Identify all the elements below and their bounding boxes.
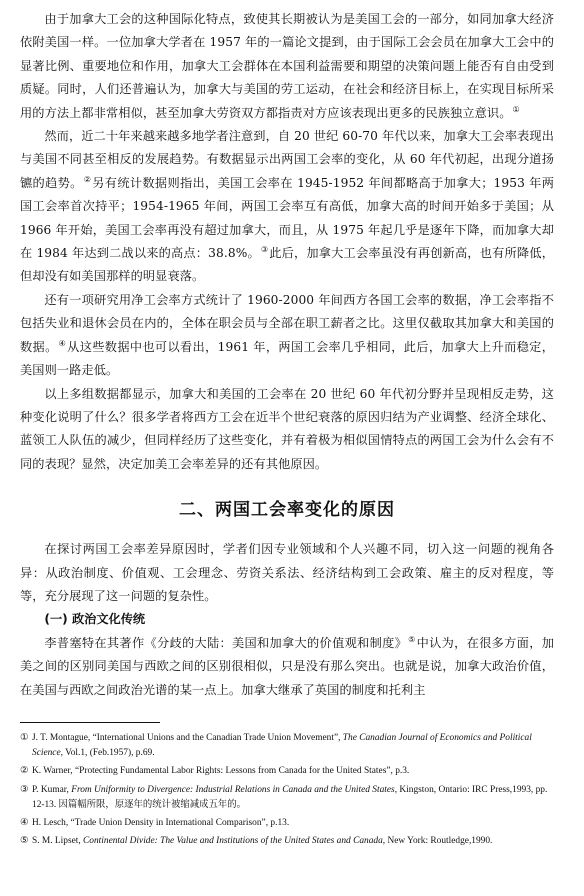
footnote-2 bbox=[20, 764, 554, 779]
body-paragraph-2 bbox=[20, 125, 554, 289]
footnote-work-title: The Canadian Journal of Economics and Political Science bbox=[32, 732, 532, 759]
footnote-ref-4[interactable]: ④ bbox=[58, 338, 67, 348]
footnote-ref-2[interactable]: ② bbox=[83, 174, 92, 184]
footnote-text-part: H. Lesch, “Trade Union Density in International Comparison”, p.13. bbox=[32, 817, 290, 828]
footnote-text bbox=[32, 783, 554, 813]
paragraph-text: 李普塞特在其著作《分歧的大陆：美国和加拿大的价值观和制度》 bbox=[44, 635, 408, 650]
footnote-text bbox=[32, 816, 554, 831]
footnote-mark: ⑤ bbox=[20, 836, 29, 847]
footnote-ref-3[interactable]: ③ bbox=[260, 245, 269, 254]
paragraph-text: 此后，加拿大工会率虽没有再创新高，也有所降低，但却没有如美国那样的明显衰落。 bbox=[20, 246, 554, 284]
paragraph-text: 以上多组数据都显示，加拿大和美国的工会率在 20 世纪 60 年代初分野并呈现相反走势，这种变化说明了什么？很多学者将西方工会在近半个世纪衰落的原因归结为产业调整、经济全球化、蓝领工人队伍的减少，但同样经历了这些变化，并有着极为相似国情特点的两国工会为什么会有不同的表现？显然，决定加美工会率差异的还有其他原因。 bbox=[20, 386, 554, 471]
footnote-mark: ② bbox=[20, 766, 29, 777]
paragraph-text: 在探讨两国工会率差异原因时，学者们因专业领域和个人兴趣不同，切入这一问题的视角各异：从政治制度、价值观、工会理念、劳资关系法、经济结构到工会政策、雇主的反对程度，等等，充分展现了这一问题的复杂性。 bbox=[20, 542, 554, 603]
body-paragraph-5 bbox=[20, 538, 554, 608]
footnote-1 bbox=[20, 731, 554, 761]
paragraph-text: 中认为，在很多方面，加美之间的区别同美国与西欧之间的区别很相似，只是没有那么突出。也就是说，加拿大政治价值，在美国与西欧之间政治光谱的某一点上。加拿大继承了英国的制度和托利主 bbox=[20, 635, 554, 697]
footnote-mark: ③ bbox=[20, 784, 29, 795]
footnote-3 bbox=[20, 783, 554, 813]
paragraph-text: 另有统计数据则指出，美国工会率在 1945-1952 年间都略高于加拿大；1953 年两国工会率首次持平；1954-1965 年间，两国工会率互有高低，加拿大高的时间开始多于美国；从 1966 年开始，美国工会率再没有超过加拿大，而且，从 1975 年起几乎是逐年下降，而加拿大却在 1984 年达到二战以来的高点：38.8%。 bbox=[20, 175, 554, 261]
body-paragraph-4 bbox=[20, 383, 554, 477]
footnote-5 bbox=[20, 834, 554, 849]
footnote-text-part: K. Warner, “Protecting Fundamental Labor Rights: Lessons from Canada for the United States”, p.3. bbox=[32, 766, 410, 777]
footnote-text bbox=[32, 731, 554, 761]
footnote-text-part: J. T. Montague, “International Unions and the Canadian Trade Union Movement”, bbox=[32, 732, 343, 743]
footnote-ref-1[interactable]: ① bbox=[512, 104, 520, 114]
footnotes bbox=[20, 731, 554, 849]
document-page bbox=[20, 8, 554, 852]
paragraph-text: 然而，近二十年来越来越多地学者注意到，自 20 世纪 60-70 年代以来，加拿大工会率表现出与美国不同甚至相反的发展趋势。有数据显示出两国工会率的变化，从 60 年代初起，出现分道扬镳的趋势。 bbox=[20, 129, 554, 190]
subsection-title: (一) 政治文化传统 bbox=[44, 612, 146, 627]
footnote-mark: ④ bbox=[20, 817, 29, 828]
body-paragraph-3 bbox=[20, 289, 554, 383]
footnote-4 bbox=[20, 816, 554, 831]
footnote-text-part: , Vol.1, (Feb.1957), p.69. bbox=[60, 748, 155, 759]
body-paragraph-6 bbox=[20, 632, 554, 702]
footnote-mark: ① bbox=[20, 732, 29, 743]
footnote-ref-5[interactable]: ⑤ bbox=[408, 634, 416, 644]
footnote-work-title: Continental Divide: The Value and Institutions of the United States and Canada bbox=[83, 836, 383, 847]
footnote-text-part: P. Kumar, bbox=[32, 784, 72, 795]
footnote-text bbox=[32, 834, 554, 849]
paragraph-text: 由于加拿大工会的这种国际化特点，致使其长期被认为是美国工会的一部分，如同加拿大经济依附美国一样。一位加拿大学者在 1957 年的一篇论文提到，由于国际工会会员在加拿大工会中的显著比例、重要地位和作用，加拿大工会群体在本国利益需要和期望的决策问题上能否有自由受到质疑。同时，人们还普遍认为，加拿大与美国的劳工运动，在社会和经济目标上，在实现目标所采用的方法上都非常相似，甚至加拿大劳资双方都指责对方应该表现出更多的民族独立意识。 bbox=[20, 12, 554, 120]
footnote-text-part: , New York: Routledge,1990. bbox=[382, 836, 493, 847]
paragraph-text: 还有一项研究用净工会率方式统计了 1960-2000 年间西方各国工会率的数据，净工会率指不包括失业和退休会员在内的，全体在职会员与全部在职工薪者之比。这里仅截取其加拿大和美国的数据。 bbox=[20, 292, 554, 354]
body-paragraph-1 bbox=[20, 8, 554, 125]
footnote-text bbox=[32, 764, 554, 779]
footnote-divider bbox=[20, 722, 160, 723]
footnote-text-part: S. M. Lipset, bbox=[32, 836, 84, 847]
footnote-work-title: From Uniformity to Divergence: Industrial Relations in Canada and the United States bbox=[71, 784, 395, 795]
section-title: 二、两国工会率变化的原因 bbox=[179, 500, 395, 521]
footnote-text-part: , Kingston, Ontario: IRC Press,1993, pp. 12-13. 因篇幅所限，原逐年的统计被缩减成五年的。 bbox=[32, 784, 548, 810]
paragraph-text: 从这些数据中也可以看出，1961 年，两国工会率几乎相同，此后，加拿大上升而稳定，美国则一路走低。 bbox=[20, 339, 554, 378]
